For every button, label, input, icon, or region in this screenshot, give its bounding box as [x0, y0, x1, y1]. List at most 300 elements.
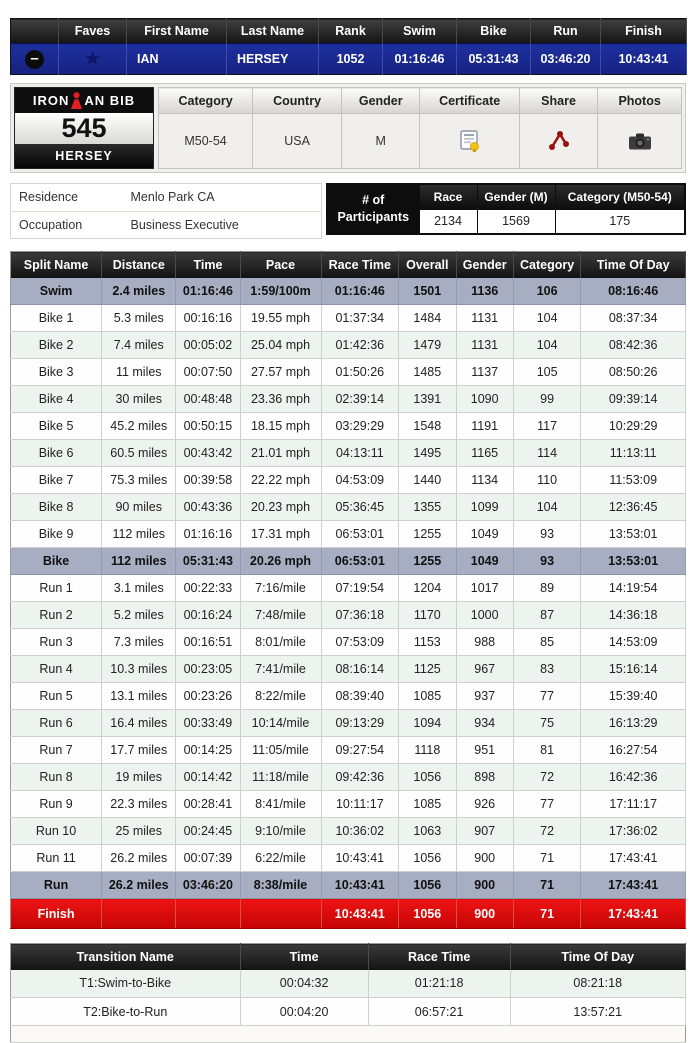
split-bike-5-cell-6: 1191 [456, 413, 513, 440]
split-run-7-cell-2: 00:14:25 [176, 737, 240, 764]
split-run-5-cell-0: Run 5 [11, 683, 102, 710]
split-swim-cell-7: 106 [513, 278, 581, 305]
split-bike-7-cell-5: 1440 [399, 467, 456, 494]
summary-header-row [11, 19, 687, 44]
participants-table [326, 183, 686, 235]
split-run-10-cell-6: 907 [456, 818, 513, 845]
splits-col-race-time: Race Time [321, 252, 399, 278]
splits-col-distance: Distance [102, 252, 176, 278]
split-bike-4-cell-2: 00:48:48 [176, 386, 240, 413]
split-bike-5-cell-4: 03:29:29 [321, 413, 399, 440]
mdot-logo-icon [70, 92, 83, 109]
summary-col-run: Run [531, 19, 601, 44]
split-bike-8-cell-5: 1355 [399, 494, 456, 521]
split-row-finish [11, 899, 686, 929]
split-run-7-cell-1: 17.7 miles [102, 737, 176, 764]
split-finish-cell-2 [176, 899, 240, 929]
split-run-7-cell-5: 1118 [399, 737, 456, 764]
split-run-11-cell-2: 00:07:39 [176, 845, 240, 872]
split-run-cell-5: 1056 [399, 872, 456, 899]
summary-col-bike: Bike [457, 19, 531, 44]
split-bike-cell-4: 06:53:01 [321, 548, 399, 575]
split-bike-7-cell-4: 04:53:09 [321, 467, 399, 494]
split-swim-cell-8: 08:16:46 [581, 278, 686, 305]
summary-header-spacer [11, 19, 59, 44]
residence-row [11, 184, 322, 212]
bib-info-panel [10, 83, 686, 173]
athlete-info-table [158, 87, 682, 169]
split-run-1-cell-5: 1204 [399, 575, 456, 602]
split-run-11-cell-4: 10:43:41 [321, 845, 399, 872]
split-bike-6-cell-5: 1495 [399, 440, 456, 467]
split-run-7-cell-8: 16:27:54 [581, 737, 686, 764]
split-finish-cell-3 [240, 899, 321, 929]
split-row-run-6 [11, 710, 686, 737]
category-value: M50-54 [159, 114, 253, 169]
split-run-5-cell-8: 15:39:40 [581, 683, 686, 710]
split-row-bike-4 [11, 386, 686, 413]
split-run-10-cell-8: 17:36:02 [581, 818, 686, 845]
participants-gender-value: 1569 [477, 209, 555, 234]
split-finish-cell-0: Finish [11, 899, 102, 929]
split-run-11-cell-1: 26.2 miles [102, 845, 176, 872]
split-run-9-cell-5: 1085 [399, 791, 456, 818]
split-finish-cell-4: 10:43:41 [321, 899, 399, 929]
transitions-col-race-time: Race Time [368, 944, 510, 970]
split-run-3-cell-8: 14:53:09 [581, 629, 686, 656]
split-bike-9-cell-0: Bike 9 [11, 521, 102, 548]
split-row-run-10 [11, 818, 686, 845]
split-bike-cell-0: Bike [11, 548, 102, 575]
split-bike-1-cell-4: 01:37:34 [321, 305, 399, 332]
split-run-6-cell-1: 16.4 miles [102, 710, 176, 737]
share-cell [519, 114, 597, 169]
split-run-5-cell-1: 13.1 miles [102, 683, 176, 710]
split-run-10-cell-4: 10:36:02 [321, 818, 399, 845]
summary-col-swim: Swim [383, 19, 457, 44]
split-run-5-cell-5: 1085 [399, 683, 456, 710]
split-run-6-cell-3: 10:14/mile [240, 710, 321, 737]
occupation-value: Business Executive [130, 217, 239, 232]
split-run-9-cell-0: Run 9 [11, 791, 102, 818]
split-bike-7-cell-3: 22.22 mph [240, 467, 321, 494]
split-row-bike-2 [11, 332, 686, 359]
transitions-footer-cell [11, 1026, 686, 1043]
split-run-1-cell-1: 3.1 miles [102, 575, 176, 602]
certificate-icon[interactable] [459, 130, 480, 152]
residence-label: Residence [11, 184, 123, 212]
transitions-col-time-of-day: Time Of Day [510, 944, 686, 970]
finish-total-value: 10:43:41 [601, 44, 687, 75]
athlete-row [11, 44, 687, 75]
split-bike-9-cell-5: 1255 [399, 521, 456, 548]
split-bike-2-cell-5: 1479 [399, 332, 456, 359]
collapse-cell [11, 44, 59, 75]
info-col-certificate: Certificate [420, 88, 519, 114]
split-run-3-cell-2: 00:16:51 [176, 629, 240, 656]
split-row-bike-9 [11, 521, 686, 548]
swim-total-value: 01:16:46 [383, 44, 457, 75]
bib-athlete-name: HERSEY [15, 144, 153, 168]
split-run-9-cell-2: 00:28:41 [176, 791, 240, 818]
split-run-11-cell-6: 900 [456, 845, 513, 872]
split-bike-1-cell-1: 5.3 miles [102, 305, 176, 332]
split-bike-cell-8: 13:53:01 [581, 548, 686, 575]
split-run-10-cell-0: Run 10 [11, 818, 102, 845]
participants-col-category: Category (M50-54) [555, 184, 685, 209]
split-bike-9-cell-8: 13:53:01 [581, 521, 686, 548]
split-bike-cell-7: 93 [513, 548, 581, 575]
participants-race-value: 2134 [419, 209, 477, 234]
transition-t1-swim-to-bike-cell-3: 08:21:18 [510, 970, 686, 998]
split-row-run-5 [11, 683, 686, 710]
split-bike-2-cell-8: 08:42:36 [581, 332, 686, 359]
split-bike-6-cell-2: 00:43:42 [176, 440, 240, 467]
split-run-2-cell-6: 1000 [456, 602, 513, 629]
split-run-8-cell-2: 00:14:42 [176, 764, 240, 791]
country-value: USA [253, 114, 342, 169]
summary-col-finish: Finish [601, 19, 687, 44]
bib-number: 545 [15, 113, 153, 144]
split-bike-cell-6: 1049 [456, 548, 513, 575]
info-value-row [159, 114, 682, 169]
split-run-cell-3: 8:38/mile [240, 872, 321, 899]
split-run-9-cell-7: 77 [513, 791, 581, 818]
split-row-bike-3 [11, 359, 686, 386]
split-bike-6-cell-0: Bike 6 [11, 440, 102, 467]
split-run-2-cell-8: 14:36:18 [581, 602, 686, 629]
split-swim-cell-4: 01:16:46 [321, 278, 399, 305]
split-run-6-cell-8: 16:13:29 [581, 710, 686, 737]
split-run-2-cell-1: 5.2 miles [102, 602, 176, 629]
split-run-8-cell-1: 19 miles [102, 764, 176, 791]
split-bike-8-cell-4: 05:36:45 [321, 494, 399, 521]
run-total-value: 03:46:20 [531, 44, 601, 75]
bib-logo-text-right: AN BIB [84, 93, 136, 108]
split-run-4-cell-0: Run 4 [11, 656, 102, 683]
split-row-run-11 [11, 845, 686, 872]
split-run-9-cell-6: 926 [456, 791, 513, 818]
split-bike-1-cell-5: 1484 [399, 305, 456, 332]
split-row-run-1 [11, 575, 686, 602]
occupation-label: Occupation [19, 217, 83, 232]
transitions-header-row [11, 944, 686, 970]
split-run-2-cell-4: 07:36:18 [321, 602, 399, 629]
participants-title-line1: # of [362, 193, 385, 208]
split-run-1-cell-7: 89 [513, 575, 581, 602]
split-run-2-cell-7: 87 [513, 602, 581, 629]
split-bike-7-cell-0: Bike 7 [11, 467, 102, 494]
transition-t2-bike-to-run-cell-1: 00:04:20 [240, 998, 368, 1026]
splits-col-overall: Overall [399, 252, 456, 278]
split-row-run-3 [11, 629, 686, 656]
splits-col-split-name: Split Name [11, 252, 102, 278]
split-bike-9-cell-1: 112 miles [102, 521, 176, 548]
transitions-table [10, 943, 686, 1043]
split-bike-5-cell-1: 45.2 miles [102, 413, 176, 440]
split-swim-cell-6: 1136 [456, 278, 513, 305]
split-run-11-cell-7: 71 [513, 845, 581, 872]
split-bike-2-cell-7: 104 [513, 332, 581, 359]
split-bike-5-cell-7: 117 [513, 413, 581, 440]
split-run-5-cell-2: 00:23:26 [176, 683, 240, 710]
split-run-10-cell-3: 9:10/mile [240, 818, 321, 845]
split-run-1-cell-2: 00:22:33 [176, 575, 240, 602]
split-bike-8-cell-3: 20.23 mph [240, 494, 321, 521]
split-swim-cell-5: 1501 [399, 278, 456, 305]
transitions-footer-strip [11, 1026, 686, 1043]
split-row-bike-7 [11, 467, 686, 494]
split-run-11-cell-8: 17:43:41 [581, 845, 686, 872]
split-run-10-cell-1: 25 miles [102, 818, 176, 845]
split-run-11-cell-3: 6:22/mile [240, 845, 321, 872]
split-bike-6-cell-4: 04:13:11 [321, 440, 399, 467]
certificate-cell [420, 114, 519, 169]
athlete-summary-table [10, 18, 687, 75]
split-bike-7-cell-7: 110 [513, 467, 581, 494]
split-swim-cell-1: 2.4 miles [102, 278, 176, 305]
splits-header-row [11, 252, 686, 278]
split-run-1-cell-3: 7:16/mile [240, 575, 321, 602]
split-run-6-cell-7: 75 [513, 710, 581, 737]
split-run-7-cell-4: 09:27:54 [321, 737, 399, 764]
split-run-11-cell-5: 1056 [399, 845, 456, 872]
transition-t2-bike-to-run-cell-3: 13:57:21 [510, 998, 686, 1026]
participants-category-value: 175 [555, 209, 685, 234]
camera-icon[interactable] [628, 133, 652, 150]
split-bike-cell-1: 112 miles [102, 548, 176, 575]
fave-cell [59, 44, 127, 75]
split-bike-4-cell-0: Bike 4 [11, 386, 102, 413]
split-run-9-cell-3: 8:41/mile [240, 791, 321, 818]
info-col-category: Category [159, 88, 253, 114]
summary-col-faves: Faves [59, 19, 127, 44]
split-bike-9-cell-4: 06:53:01 [321, 521, 399, 548]
split-bike-4-cell-1: 30 miles [102, 386, 176, 413]
split-run-3-cell-7: 85 [513, 629, 581, 656]
summary-col-last-name: Last Name [227, 19, 319, 44]
split-bike-8-cell-0: Bike 8 [11, 494, 102, 521]
split-bike-6-cell-8: 11:13:11 [581, 440, 686, 467]
split-bike-4-cell-6: 1090 [456, 386, 513, 413]
split-run-5-cell-4: 08:39:40 [321, 683, 399, 710]
split-run-10-cell-5: 1063 [399, 818, 456, 845]
split-bike-3-cell-2: 00:07:50 [176, 359, 240, 386]
split-row-run-7 [11, 737, 686, 764]
split-run-2-cell-2: 00:16:24 [176, 602, 240, 629]
split-bike-1-cell-8: 08:37:34 [581, 305, 686, 332]
split-run-cell-1: 26.2 miles [102, 872, 176, 899]
split-bike-4-cell-5: 1391 [399, 386, 456, 413]
split-bike-5-cell-8: 10:29:29 [581, 413, 686, 440]
split-bike-1-cell-6: 1131 [456, 305, 513, 332]
splits-col-category: Category [513, 252, 581, 278]
split-bike-3-cell-4: 01:50:26 [321, 359, 399, 386]
transition-t1-swim-to-bike-cell-1: 00:04:32 [240, 970, 368, 998]
split-bike-1-cell-2: 00:16:16 [176, 305, 240, 332]
split-row-swim [11, 278, 686, 305]
transitions-col-time: Time [240, 944, 368, 970]
split-bike-cell-5: 1255 [399, 548, 456, 575]
info-col-photos: Photos [598, 88, 682, 114]
split-bike-4-cell-3: 23.36 mph [240, 386, 321, 413]
split-run-4-cell-8: 15:16:14 [581, 656, 686, 683]
split-run-6-cell-0: Run 6 [11, 710, 102, 737]
split-run-cell-6: 900 [456, 872, 513, 899]
split-swim-cell-3: 1:59/100m [240, 278, 321, 305]
split-bike-9-cell-6: 1049 [456, 521, 513, 548]
split-run-10-cell-2: 00:24:45 [176, 818, 240, 845]
split-run-8-cell-0: Run 8 [11, 764, 102, 791]
split-run-8-cell-3: 11:18/mile [240, 764, 321, 791]
details-row [10, 183, 686, 239]
split-run-5-cell-6: 937 [456, 683, 513, 710]
split-bike-2-cell-4: 01:42:36 [321, 332, 399, 359]
split-bike-5-cell-2: 00:50:15 [176, 413, 240, 440]
split-run-5-cell-7: 77 [513, 683, 581, 710]
splits-col-time: Time [176, 252, 240, 278]
split-bike-7-cell-2: 00:39:58 [176, 467, 240, 494]
split-row-bike-8 [11, 494, 686, 521]
split-bike-5-cell-0: Bike 5 [11, 413, 102, 440]
split-bike-6-cell-1: 60.5 miles [102, 440, 176, 467]
split-bike-7-cell-6: 1134 [456, 467, 513, 494]
split-bike-3-cell-7: 105 [513, 359, 581, 386]
split-bike-8-cell-7: 104 [513, 494, 581, 521]
splits-table [10, 251, 686, 929]
split-bike-3-cell-3: 27.57 mph [240, 359, 321, 386]
rank-value: 1052 [319, 44, 383, 75]
bike-total-value: 05:31:43 [457, 44, 531, 75]
split-row-bike [11, 548, 686, 575]
split-bike-6-cell-6: 1165 [456, 440, 513, 467]
occupation-row [11, 211, 322, 239]
collapse-button[interactable]: – [25, 50, 44, 69]
split-run-9-cell-4: 10:11:17 [321, 791, 399, 818]
ironman-bib-logo [15, 88, 153, 113]
split-run-4-cell-1: 10.3 miles [102, 656, 176, 683]
split-run-3-cell-4: 07:53:09 [321, 629, 399, 656]
split-bike-9-cell-2: 01:16:16 [176, 521, 240, 548]
split-run-6-cell-6: 934 [456, 710, 513, 737]
split-run-6-cell-4: 09:13:29 [321, 710, 399, 737]
split-bike-4-cell-4: 02:39:14 [321, 386, 399, 413]
split-run-6-cell-5: 1094 [399, 710, 456, 737]
split-finish-cell-5: 1056 [399, 899, 456, 929]
gender-value: M [342, 114, 420, 169]
split-run-cell-8: 17:43:41 [581, 872, 686, 899]
split-bike-9-cell-7: 93 [513, 521, 581, 548]
split-row-run-8 [11, 764, 686, 791]
split-row-run-9 [11, 791, 686, 818]
split-bike-cell-3: 20.26 mph [240, 548, 321, 575]
summary-col-first-name: First Name [127, 19, 227, 44]
transition-t1-swim-to-bike-cell-2: 01:21:18 [368, 970, 510, 998]
split-run-7-cell-6: 951 [456, 737, 513, 764]
split-bike-6-cell-3: 21.01 mph [240, 440, 321, 467]
participants-title [327, 184, 419, 234]
splits-col-gender: Gender [456, 252, 513, 278]
split-bike-3-cell-0: Bike 3 [11, 359, 102, 386]
split-run-3-cell-1: 7.3 miles [102, 629, 176, 656]
split-bike-2-cell-6: 1131 [456, 332, 513, 359]
split-run-3-cell-5: 1153 [399, 629, 456, 656]
splits-col-time-of-day: Time Of Day [581, 252, 686, 278]
split-run-4-cell-4: 08:16:14 [321, 656, 399, 683]
split-run-1-cell-0: Run 1 [11, 575, 102, 602]
split-bike-4-cell-8: 09:39:14 [581, 386, 686, 413]
split-run-9-cell-1: 22.3 miles [102, 791, 176, 818]
split-bike-9-cell-3: 17.31 mph [240, 521, 321, 548]
split-run-cell-7: 71 [513, 872, 581, 899]
first-name-value: IAN [127, 44, 227, 75]
split-swim-cell-0: Swim [11, 278, 102, 305]
split-run-3-cell-0: Run 3 [11, 629, 102, 656]
split-bike-8-cell-6: 1099 [456, 494, 513, 521]
info-col-share: Share [519, 88, 597, 114]
split-run-1-cell-8: 14:19:54 [581, 575, 686, 602]
split-run-7-cell-3: 11:05/mile [240, 737, 321, 764]
split-run-6-cell-2: 00:33:49 [176, 710, 240, 737]
split-bike-1-cell-3: 19.55 mph [240, 305, 321, 332]
summary-col-rank: Rank [319, 19, 383, 44]
split-bike-6-cell-7: 114 [513, 440, 581, 467]
split-run-11-cell-0: Run 11 [11, 845, 102, 872]
transition-t2-bike-to-run-cell-2: 06:57:21 [368, 998, 510, 1026]
participants-header-row [327, 184, 685, 209]
split-run-3-cell-3: 8:01/mile [240, 629, 321, 656]
fave-star-icon[interactable]: ★ [84, 49, 101, 68]
info-header-row [159, 88, 682, 114]
split-run-3-cell-6: 988 [456, 629, 513, 656]
split-run-10-cell-7: 72 [513, 818, 581, 845]
info-col-country: Country [253, 88, 342, 114]
participants-col-race: Race [419, 184, 477, 209]
split-row-run-2 [11, 602, 686, 629]
transition-t2-bike-to-run-cell-0: T2:Bike-to-Run [11, 998, 241, 1026]
split-finish-cell-7: 71 [513, 899, 581, 929]
split-run-8-cell-7: 72 [513, 764, 581, 791]
split-row-run-4 [11, 656, 686, 683]
split-bike-2-cell-1: 7.4 miles [102, 332, 176, 359]
bib-logo-text-left: IRON [32, 93, 70, 108]
split-run-9-cell-8: 17:11:17 [581, 791, 686, 818]
split-run-cell-0: Run [11, 872, 102, 899]
split-row-run [11, 872, 686, 899]
split-bike-2-cell-3: 25.04 mph [240, 332, 321, 359]
split-run-2-cell-0: Run 2 [11, 602, 102, 629]
split-finish-cell-1 [102, 899, 176, 929]
transition-t1-swim-to-bike-cell-0: T1:Swim-to-Bike [11, 970, 241, 998]
residence-value: Menlo Park CA [123, 184, 322, 212]
participants-title-line2: Participants [337, 210, 410, 224]
split-row-bike-1 [11, 305, 686, 332]
split-run-4-cell-7: 83 [513, 656, 581, 683]
split-run-4-cell-6: 967 [456, 656, 513, 683]
bib-card [14, 87, 154, 169]
split-bike-cell-2: 05:31:43 [176, 548, 240, 575]
split-bike-2-cell-0: Bike 2 [11, 332, 102, 359]
share-icon[interactable] [548, 130, 570, 152]
residence-table [10, 183, 322, 239]
transition-row-t1-swim-to-bike [11, 970, 686, 998]
transitions-col-transition-name: Transition Name [11, 944, 241, 970]
split-run-4-cell-2: 00:23:05 [176, 656, 240, 683]
split-bike-3-cell-5: 1485 [399, 359, 456, 386]
split-run-8-cell-4: 09:42:36 [321, 764, 399, 791]
split-run-8-cell-5: 1056 [399, 764, 456, 791]
split-bike-8-cell-1: 90 miles [102, 494, 176, 521]
